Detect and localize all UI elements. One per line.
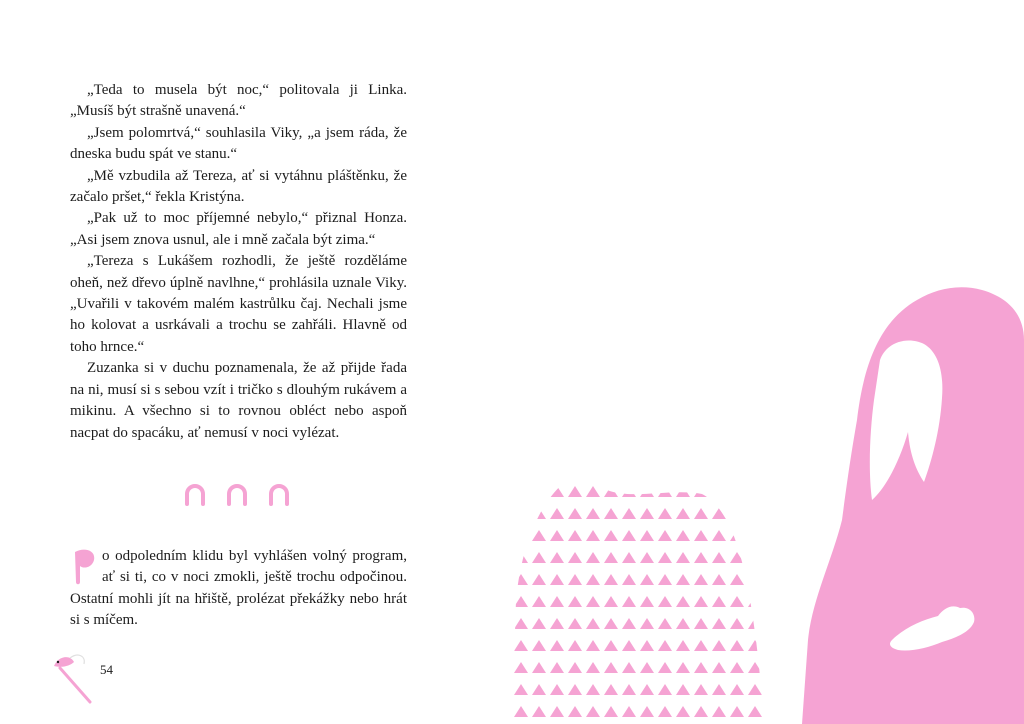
paragraph: Zuzanka si v duchu poznamenala, že až přijde řada na ni, musí si s sebou vzít i tričko s dlouhým rukávem a mikinu. A všechno si to rovnou obléct nebo aspoň nacpat do spacáku, ať nemusí v noci vylézat.	[70, 360, 407, 441]
paragraph: „Tereza s Lukášem rozhodli, že ještě rozděláme oheň, než dřevo úplně navlhne,“ prohlásila uznale Viky. „Uvařili v takovém malém kastrůlku čaj. Nechali jsme ho kolovat a usrkávali a trochu se zahřáli. Hlavně od toho hrnce.“	[70, 253, 407, 355]
patterned-shape	[512, 470, 772, 724]
hooded-figure	[802, 287, 1024, 724]
right-page-illustration	[512, 0, 1024, 724]
corner-ornament	[46, 648, 96, 704]
body-text	[70, 80, 407, 444]
paragraph: „Teda to musela být noc,“ politovala ji Linka. „Musíš být strašně unavená.“	[70, 82, 407, 120]
section-two	[70, 546, 407, 632]
horseshoe-icon	[229, 486, 245, 504]
illustration	[512, 0, 1024, 724]
section-divider	[181, 480, 301, 508]
horseshoe-icon	[271, 486, 287, 504]
paragraph: „Jsem polomrtvá,“ souhlasila Viky, „a jsem ráda, že dneska budu spát ve stanu.“	[70, 124, 407, 163]
page-number: 54	[100, 662, 113, 677]
dropcap	[70, 548, 98, 586]
paragraph: „Mě vzbudila až Tereza, ať si vytáhnu pláštěnku, že začalo pršet,“ řekla Kristýna.	[70, 167, 407, 206]
horseshoe-icon	[187, 486, 203, 504]
section-text: o odpoledním klidu byl vyhlášen volný program, ať si ti, co v noci zmokli, ještě trochu odpočinou. Ostatní mohli jít na hřiště, prolézat překážky nebo hrát si s míčem.	[70, 548, 407, 629]
paragraph: „Pak už to moc příjemné nebylo,“ přiznal Honza. „Asi jsem znova usnul, ale i mně začala být zima.“	[70, 210, 407, 248]
